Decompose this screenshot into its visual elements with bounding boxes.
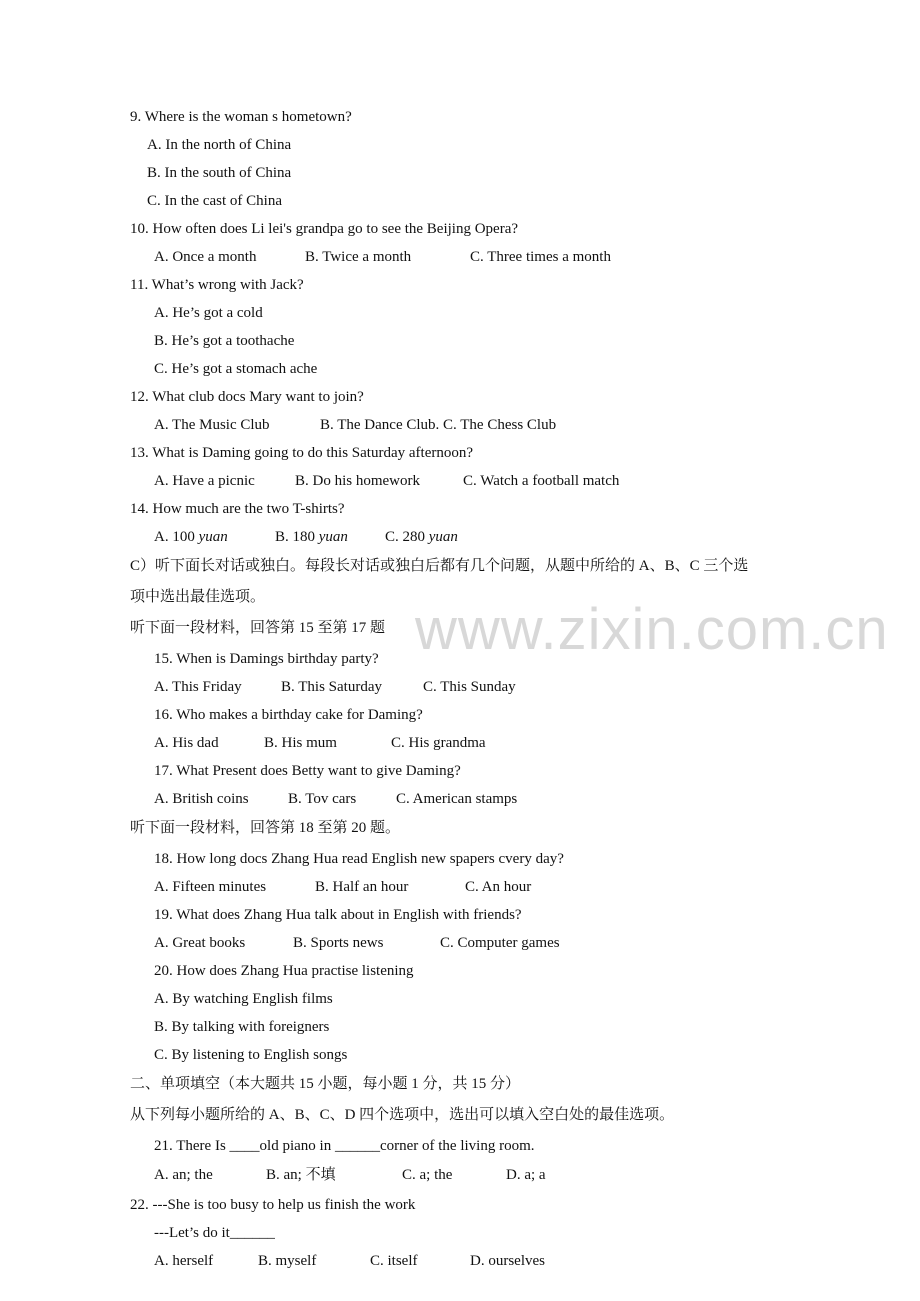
q12-option-a: A. The Music Club <box>154 417 270 433</box>
q10-option-a: A. Once a month <box>154 249 257 265</box>
q20-option-c: C. By listening to English songs <box>154 1047 348 1063</box>
question-10: 10. How often does Li lei's grandpa go to see the Beijing Opera? <box>130 221 519 237</box>
q12-option-bc: B. The Dance Club. C. The Chess Club <box>320 417 557 433</box>
q21-option-b: B. an; 不填 <box>266 1167 336 1183</box>
q14-option-c-unit: yuan <box>428 529 458 545</box>
question-14: 14. How much are the two T-shirts? <box>130 501 345 517</box>
material-2-heading: 听下面一段材料，回答第 18 至第 20 题。 <box>130 820 401 836</box>
q22-option-a: A. herself <box>154 1253 214 1269</box>
q14-option-a-unit: yuan <box>198 529 228 545</box>
q17-option-a: A. British coins <box>154 791 249 807</box>
q14-option-a: A. 100 yuan <box>154 529 228 545</box>
q14-option-b-unit: yuan <box>318 529 348 545</box>
question-22: 22. ---She is too busy to help us finish the work <box>130 1197 416 1213</box>
question-9: 9. Where is the woman s hometown? <box>130 109 352 125</box>
q15-option-a: A. This Friday <box>154 679 242 695</box>
q13-option-c: C. Watch a football match <box>463 473 620 489</box>
q21-option-d: D. a; a <box>506 1167 546 1183</box>
q16-option-a: A. His dad <box>154 735 219 751</box>
question-13: 13. What is Daming going to do this Saturday afternoon? <box>130 445 474 461</box>
q10-option-b: B. Twice a month <box>305 249 412 265</box>
question-19: 19. What does Zhang Hua talk about in English with friends? <box>154 907 522 923</box>
question-21: 21. There Is ____old piano in ______corner of the living room. <box>154 1138 535 1154</box>
q22-option-b: B. myself <box>258 1253 317 1269</box>
q9-option-b: B. In the south of China <box>147 165 292 181</box>
q19-option-b: B. Sports news <box>293 935 384 951</box>
q16-option-c: C. His grandma <box>391 735 486 751</box>
material-1-heading: 听下面一段材料，回答第 15 至第 17 题 <box>130 620 386 636</box>
q11-option-c: C. He’s got a stomach ache <box>154 361 318 377</box>
q19-option-c: C. Computer games <box>440 935 560 951</box>
q16-option-b: B. His mum <box>264 735 337 751</box>
q14-option-c: C. 280 yuan <box>385 529 458 545</box>
q20-option-a: A. By watching English films <box>154 991 333 1007</box>
q11-option-a: A. He’s got a cold <box>154 305 263 321</box>
question-18: 18. How long docs Zhang Hua read English new spapers cvery day? <box>154 851 564 867</box>
q11-option-b: B. He’s got a toothache <box>154 333 295 349</box>
q17-option-c: C. American stamps <box>396 791 518 807</box>
part-2-title: 二、单项填空（本大题共 15 小题，每小题 1 分，共 15 分） <box>130 1076 521 1092</box>
q14-option-b: B. 180 yuan <box>275 529 348 545</box>
question-11: 11. What’s wrong with Jack? <box>130 277 304 293</box>
q18-option-c: C. An hour <box>465 879 532 895</box>
question-16: 16. Who makes a birthday cake for Daming? <box>154 707 423 723</box>
q20-option-b: B. By talking with foreigners <box>154 1019 330 1035</box>
watermark: www.zixin.com.cn <box>415 597 889 662</box>
q17-option-b: B. Tov cars <box>288 791 357 807</box>
question-22-line2: ---Let’s do it______ <box>154 1225 275 1241</box>
q19-option-a: A. Great books <box>154 935 246 951</box>
q13-option-a: A. Have a picnic <box>154 473 255 489</box>
q10-option-c: C. Three times a month <box>470 249 611 265</box>
q18-option-b: B. Half an hour <box>315 879 409 895</box>
q22-option-c: C. itself <box>370 1253 418 1269</box>
q21-option-a: A. an; the <box>154 1167 213 1183</box>
question-12: 12. What club docs Mary want to join? <box>130 389 364 405</box>
q9-option-c: C. In the cast of China <box>147 193 282 209</box>
q22-option-d: D. ourselves <box>470 1253 545 1269</box>
q18-option-a: A. Fifteen minutes <box>154 879 267 895</box>
q15-option-b: B. This Saturday <box>281 679 382 695</box>
q21-option-c: C. a; the <box>402 1167 453 1183</box>
question-20: 20. How does Zhang Hua practise listening <box>154 963 414 979</box>
section-c-instruction-line2: 项中选出最佳选项。 <box>130 589 266 605</box>
question-17: 17. What Present does Betty want to give Daming? <box>154 763 461 779</box>
q9-option-a: A. In the north of China <box>147 137 292 153</box>
question-15: 15. When is Damings birthday party? <box>154 651 379 667</box>
section-c-instruction-line1: C）听下面长对话或独白。每段长对话或独白后都有几个问题，从题中所给的 A、B、C 三个选 <box>130 558 749 574</box>
q13-option-b: B. Do his homework <box>295 473 420 489</box>
q15-option-c: C. This Sunday <box>423 679 516 695</box>
part-2-instruction: 从下列每小题所给的 A、B、C、D 四个选项中，选出可以填入空白处的最佳选项。 <box>130 1107 675 1123</box>
